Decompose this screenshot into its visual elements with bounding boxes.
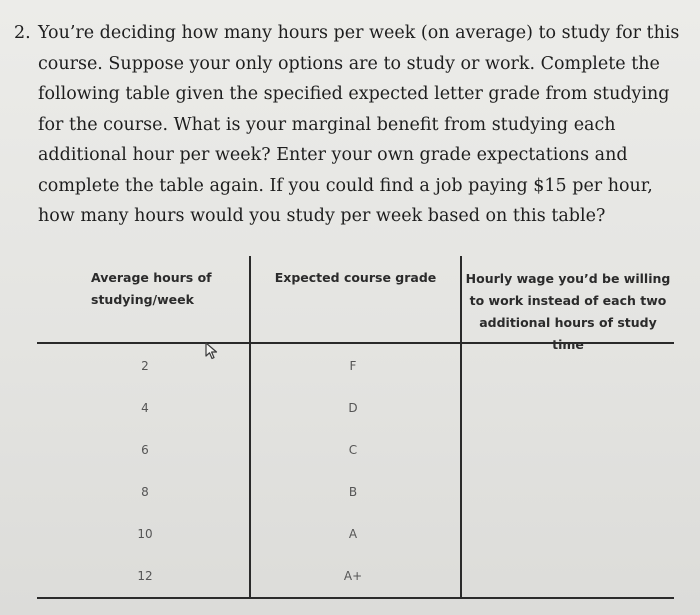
row-5-grade: A (348, 527, 358, 541)
row-5-hours: 10 (137, 527, 153, 541)
question-number: 2. (14, 23, 31, 43)
row-1-grade: F (349, 359, 357, 373)
wage-cell-empty[interactable] (462, 470, 674, 510)
mouse-pointer-icon (205, 342, 219, 364)
row-1-hours: 2 (141, 359, 149, 373)
bottom-rule (37, 597, 674, 599)
header-wage: Hourly wage you’d be willing to work instead of each two additional hours of study time (465, 271, 671, 352)
row-4-grade: B (348, 485, 358, 499)
wage-cell-empty[interactable] (462, 428, 674, 468)
question-text: You’re deciding how many hours per week (on average) to study for this course. Suppose your only options are to study or work. Complete the following table given the specified expected letter grade from studying for the course. What is your marginal benefit from studying each additional hour per week? Enter your own grade expectations and complete the table again. If you could find a job paying $15 per hour, how many hours would you study per week based on this table? (38, 23, 680, 226)
row-6-grade: A+ (343, 569, 363, 583)
wage-cell-empty[interactable] (462, 554, 674, 594)
row-4-hours: 8 (141, 485, 149, 499)
row-3-grade: C (348, 443, 358, 457)
wage-cell-empty[interactable] (462, 344, 674, 384)
header-hours: Average hours of studying/week (91, 270, 212, 307)
row-2-hours: 4 (141, 401, 149, 415)
wage-cell-empty[interactable] (462, 386, 674, 426)
row-6-hours: 12 (137, 569, 153, 583)
wage-cell-empty[interactable] (462, 512, 674, 552)
study-work-table (37, 256, 674, 598)
row-2-grade: D (348, 401, 358, 415)
question-block (14, 18, 686, 232)
header-grade: Expected course grade (274, 270, 437, 285)
row-3-hours: 6 (141, 443, 149, 457)
